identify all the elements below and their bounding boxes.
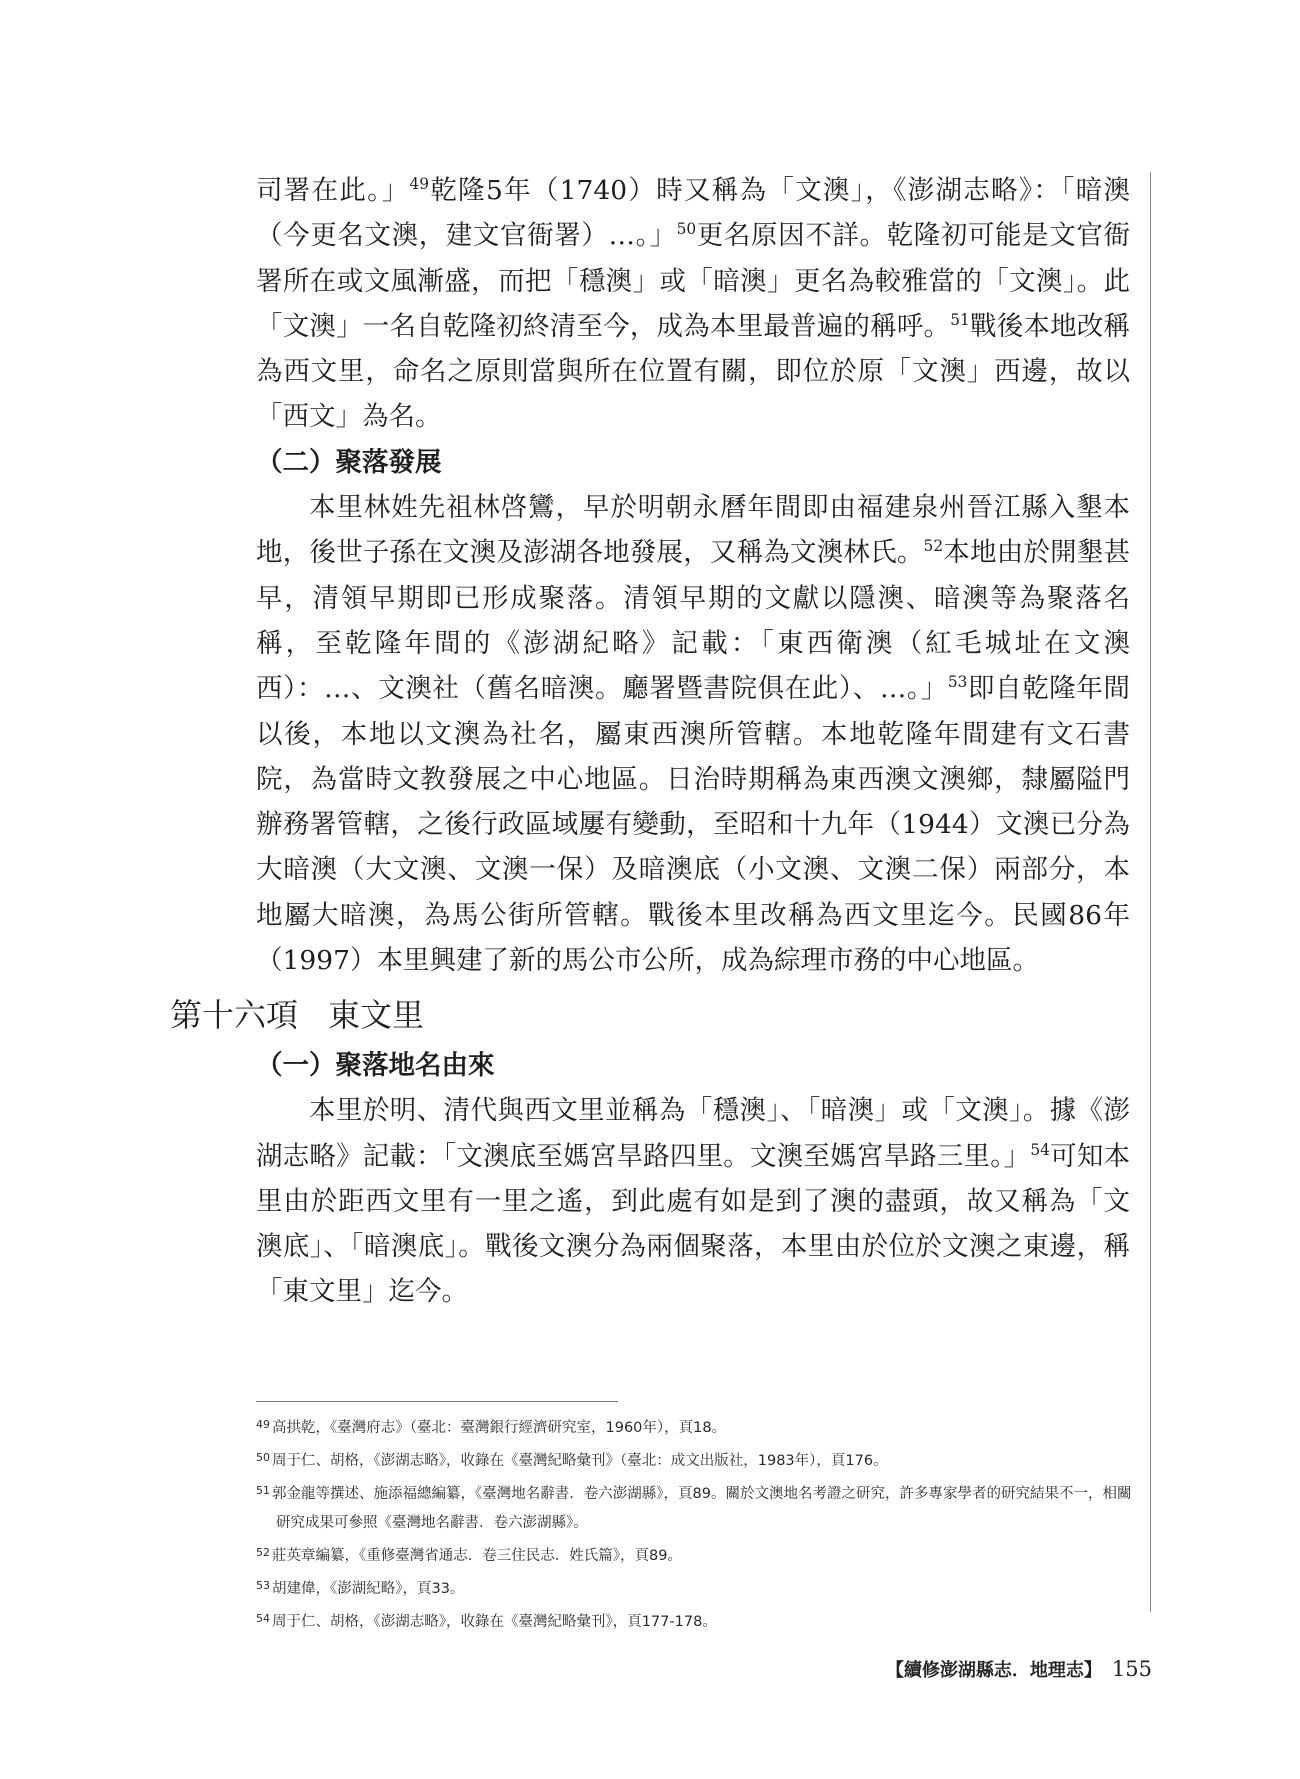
footnote-52: $^{52}$ 莊英章編纂，《重修臺灣省通志．卷三住民志．姓氏篇》，頁89。 xyxy=(256,1546,682,1564)
footnotes xyxy=(256,1410,1136,1637)
book-title: 【續修澎湖縣志．地理志】 xyxy=(885,1660,1102,1681)
footnote-51: $^{51}$ 郭金龍等撰述、施添福總編纂，《臺灣地名辭書．卷六澎湖縣》，頁89。關於文澳地名考證之研究，許多專家學者的研究結果不一，相關研究成果可參照《臺灣地名辭書．卷六澎湖縣》。 xyxy=(256,1484,1132,1531)
column-rule xyxy=(1150,172,1151,1612)
footnote-ref-53[interactable]: 53 xyxy=(947,673,968,692)
paragraph-settlement-development: 本里林姓先祖林啓鸞，早於明朝永曆年間即由福建泉州晉江縣入墾本地，後世子孫在文澳及澎湖各地發展，又稱為文澳林氏。$^{52}$本地由於開墾甚早，清領早期即已形成聚落。清領早期的文獻以隱澳、暗澳等為聚落名稱，至乾隆年間的《澎湖紀略》記載：「東西衛澳（紅毛城址在文澳西）：…、文澳社（舊名暗澳。廳署暨書院俱在此）、…。」$^{53}$即自乾隆年間以後，本地以文澳為社名，屬東西澳所管轄。本地乾隆年間建有文石書院，為當時文教發展之中心地區。日治時期稱為東西澳文澳鄉，隸屬隘門辦務署管轄，之後行政區域屢有變動，至昭和十九年（1944）文澳已分為大暗澳（大文澳、文澳一保）及暗澳底（小文澳、文澳二保）兩部分，本地屬大暗澳，為馬公街所管轄。戰後本里改稱為西文里迄今。民國86年（1997）本里興建了新的馬公市公所，成為綜理市務的中心地區。 xyxy=(256,492,1131,977)
footnote-54: $^{54}$ 周于仁、胡格，《澎湖志略》，收錄在《臺灣紀略彙刊》，頁177-178。 xyxy=(256,1612,717,1630)
section-title: 東文里 xyxy=(328,996,425,1034)
body-text-lower xyxy=(256,1043,1130,1315)
footnote-divider xyxy=(256,1401,618,1402)
footnote-50: $^{50}$ 周于仁、胡格，《澎湖志略》，收錄在《臺灣紀略彙刊》（臺北：成文出版社，1983年），頁176。 xyxy=(256,1451,888,1469)
section-label: 第十六項 xyxy=(170,996,299,1034)
body-text-upper xyxy=(256,168,1130,983)
footnote-ref-51[interactable]: 51 xyxy=(950,311,970,330)
running-footer xyxy=(886,1656,1152,1682)
paragraph-place-name-origin: 本里於明、清代與西文里並稱為「穩澳」、「暗澳」或「文澳」。據《澎湖志略》記載：「文澳底至媽宮旱路四里。文澳至媽宮旱路三里。」$^{54}$可知本里由於距西文里有一里之遙，到此處有如是到了澳的盡頭，故又稱為「文澳底」、「暗澳底」。戰後文澳分為兩個聚落，本里由於位於文澳之東邊，稱「東文里」迄今。 xyxy=(256,1095,1131,1308)
subheading-settlement-development: （二）聚落發展 xyxy=(256,446,442,478)
footnote-ref-49[interactable]: 49 xyxy=(409,175,430,194)
footnote-ref-54[interactable]: 54 xyxy=(1030,1140,1050,1159)
footnote-ref-52[interactable]: 52 xyxy=(923,537,944,556)
footnote-49: $^{49}$ 高拱乾，《臺灣府志》（臺北：臺灣銀行經濟研究室，1960年），頁18。 xyxy=(256,1418,727,1436)
page-number: 155 xyxy=(1111,1657,1152,1681)
footnote-53: $^{53}$ 胡建偉，《澎湖紀略》，頁33。 xyxy=(256,1579,465,1597)
subheading-place-name-origin: （一）聚落地名由來 xyxy=(256,1050,495,1081)
section-heading-dongwen xyxy=(170,993,424,1037)
paragraph-wen-ao-naming: 司署在此。」$^{49}$乾隆5年（1740）時又稱為「文澳」，《澎湖志略》：「暗澳（今更名文澳，建文官衙署）…。」$^{50}$更名原因不詳。乾隆初可能是文官衙署所在或文風漸盛，而把「穩澳」或「暗澳」更名為較雅當的「文澳」。此「文澳」一名自乾隆初終清至今，成為本里最普遍的稱呼。$^{51}$戰後本地改稱為西文里，命名之原則當與所在位置有關，即位於原「文澳」西邊，故以「西文」為名。 xyxy=(256,175,1131,433)
footnote-ref-50[interactable]: 50 xyxy=(676,220,697,239)
